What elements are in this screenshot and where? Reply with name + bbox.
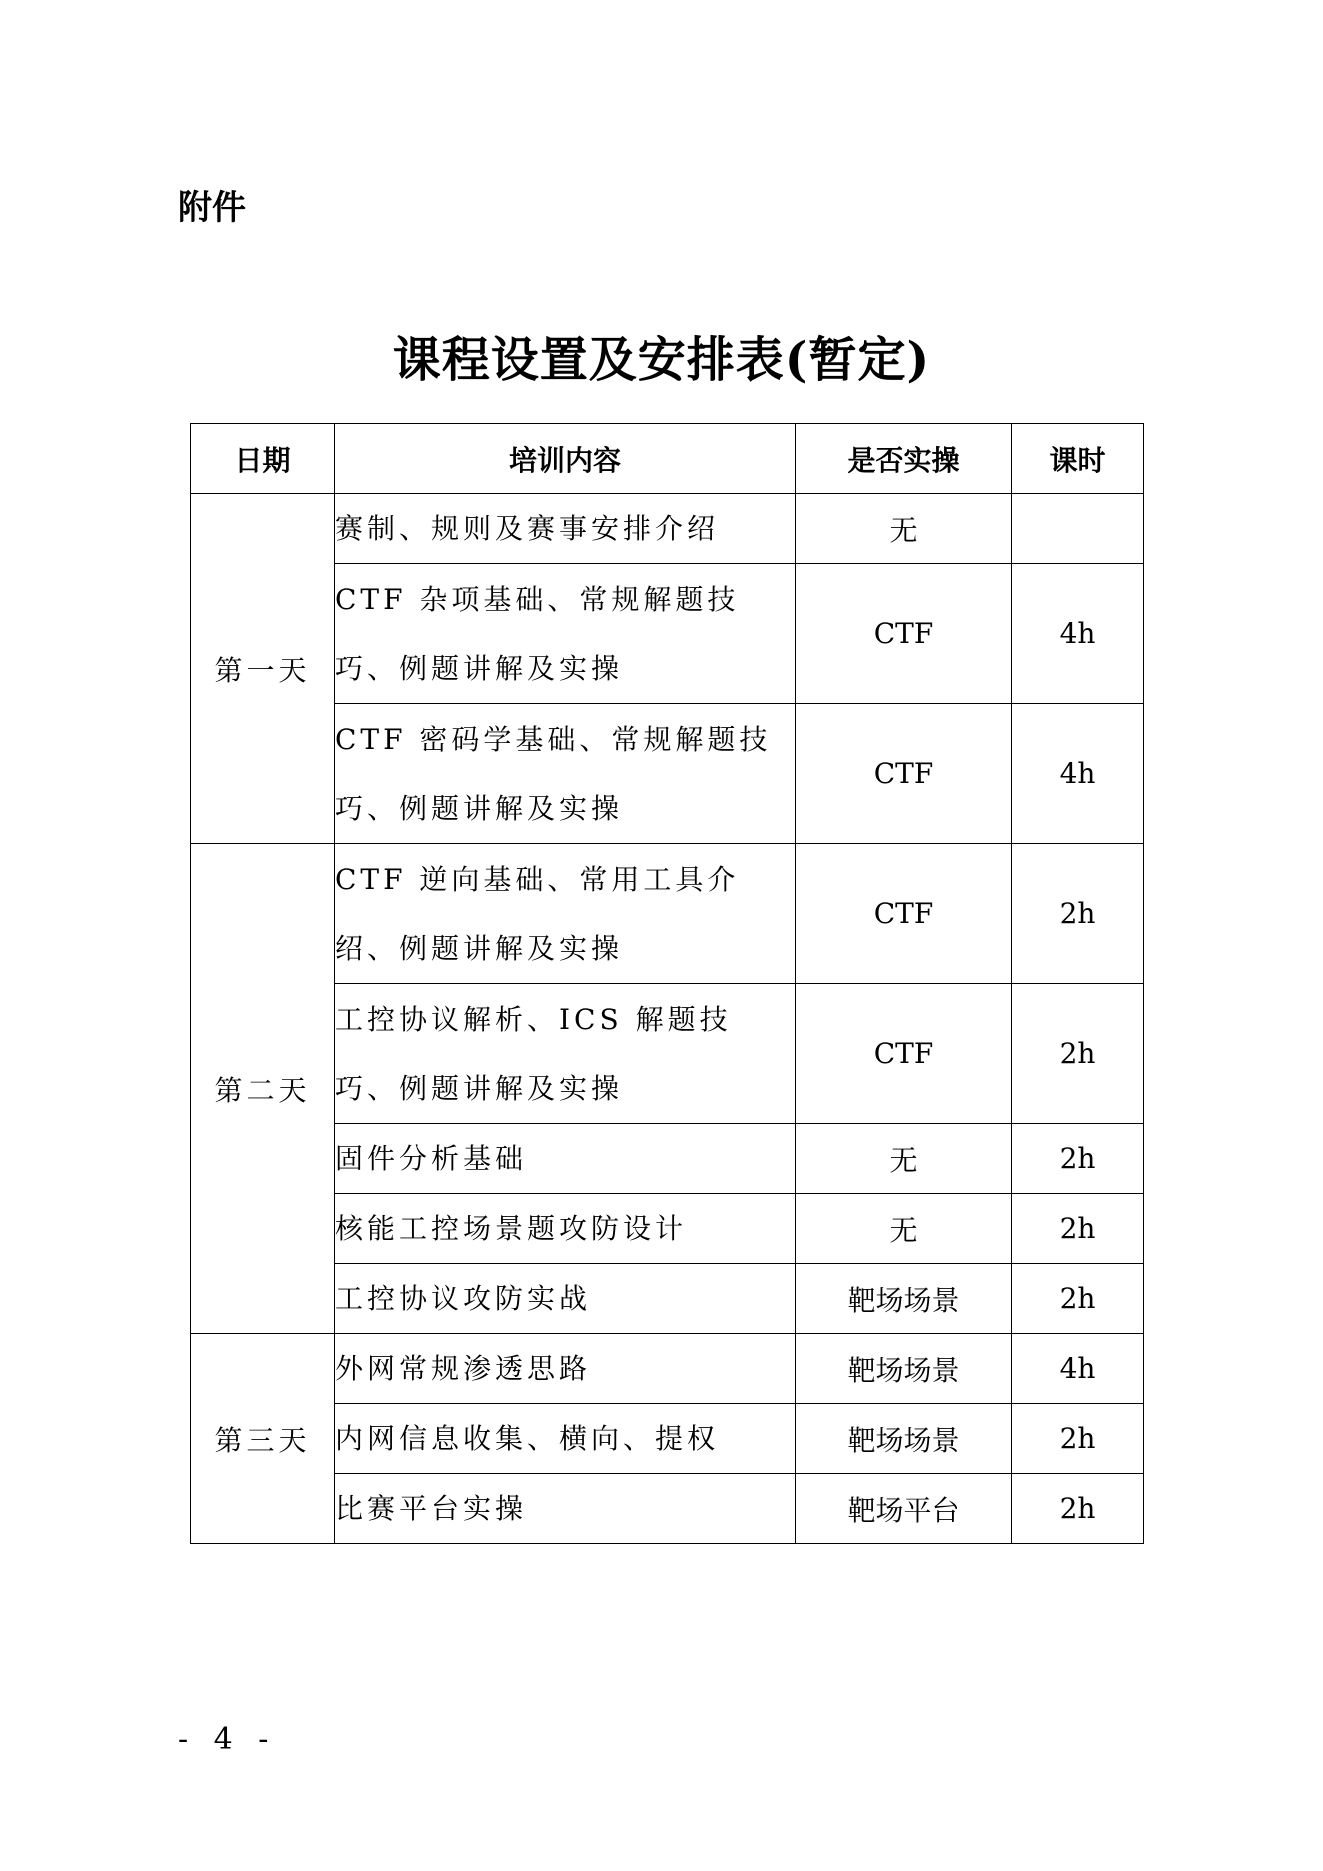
- table-header-row: [191, 424, 1144, 494]
- header-practice: 是否实操: [796, 424, 1012, 494]
- practice-cell: CTF: [796, 984, 1012, 1124]
- hours-cell: 2h: [1012, 1474, 1144, 1544]
- content-cell: 固件分析基础: [335, 1124, 796, 1194]
- practice-cell: 无: [796, 1124, 1012, 1194]
- content-cell: 赛制、规则及赛事安排介绍: [335, 494, 796, 564]
- annex-label: 附件: [178, 188, 246, 228]
- practice-cell: 靶场平台: [796, 1474, 1012, 1544]
- hours-cell: 4h: [1012, 704, 1144, 844]
- hours-cell: 2h: [1012, 844, 1144, 984]
- day-label: 第三天: [191, 1334, 335, 1544]
- content-cell: CTF 杂项基础、常规解题技巧、例题讲解及实操: [335, 564, 796, 704]
- header-content: 培训内容: [335, 424, 796, 494]
- hours-cell: 2h: [1012, 984, 1144, 1124]
- content-cell: CTF 密码学基础、常规解题技巧、例题讲解及实操: [335, 704, 796, 844]
- content-cell: CTF 逆向基础、常用工具介绍、例题讲解及实操: [335, 844, 796, 984]
- hours-cell: 2h: [1012, 1404, 1144, 1474]
- practice-cell: 无: [796, 494, 1012, 564]
- content-cell: 工控协议攻防实战: [335, 1264, 796, 1334]
- content-cell: 比赛平台实操: [335, 1474, 796, 1544]
- practice-cell: 靶场场景: [796, 1264, 1012, 1334]
- hours-cell: 4h: [1012, 564, 1144, 704]
- header-date: 日期: [191, 424, 335, 494]
- document-title: 课程设置及安排表(暂定): [392, 332, 931, 388]
- content-cell: 内网信息收集、横向、提权: [335, 1404, 796, 1474]
- practice-cell: 靶场场景: [796, 1404, 1012, 1474]
- hours-cell: 2h: [1012, 1124, 1144, 1194]
- header-hours: 课时: [1012, 424, 1144, 494]
- content-cell: 核能工控场景题攻防设计: [335, 1194, 796, 1264]
- practice-cell: 靶场场景: [796, 1334, 1012, 1404]
- practice-cell: CTF: [796, 704, 1012, 844]
- content-cell: 工控协议解析、ICS 解题技巧、例题讲解及实操: [335, 984, 796, 1124]
- hours-cell: [1012, 494, 1144, 564]
- table-row: [191, 494, 1144, 564]
- hours-cell: 4h: [1012, 1334, 1144, 1404]
- table-row: [191, 844, 1144, 984]
- hours-cell: 2h: [1012, 1194, 1144, 1264]
- hours-cell: 2h: [1012, 1264, 1144, 1334]
- practice-cell: CTF: [796, 844, 1012, 984]
- table-row: [191, 1334, 1144, 1404]
- content-cell: 外网常规渗透思路: [335, 1334, 796, 1404]
- practice-cell: CTF: [796, 564, 1012, 704]
- course-schedule-table: [190, 423, 1144, 1544]
- page-number: - 4 -: [178, 1722, 277, 1757]
- practice-cell: 无: [796, 1194, 1012, 1264]
- day-label: 第二天: [191, 844, 335, 1334]
- day-label: 第一天: [191, 494, 335, 844]
